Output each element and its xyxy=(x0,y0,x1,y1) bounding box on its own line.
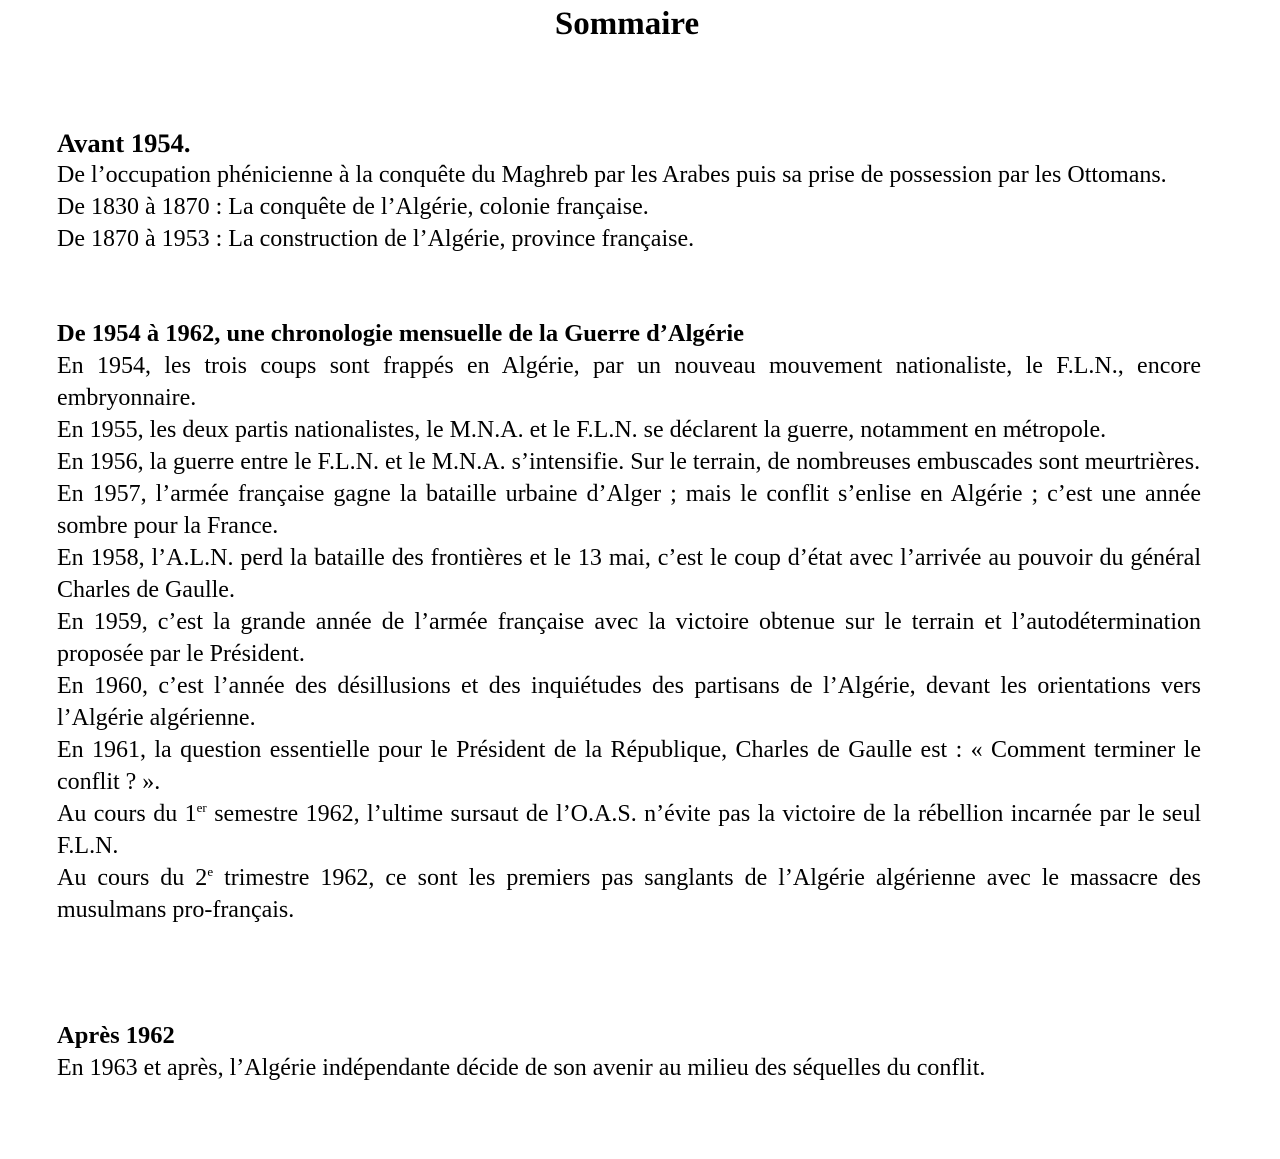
paragraph-text: semestre 1962, l’ultime sursaut de l’O.A.S. n’évite pas la victoire de la rébellion incarnée par le seul F.L.N. xyxy=(57,801,1201,859)
section-apres-1962 xyxy=(57,1020,1201,1084)
paragraph: En 1955, les deux partis nationalistes, le M.N.A. et le F.L.N. se déclarent la guerre, notamment en métropole. xyxy=(57,417,1107,443)
ordinal-superscript: e xyxy=(207,864,214,879)
page-title: Sommaire xyxy=(554,6,700,42)
paragraph: En 1959, c’est la grande année de l’armée française avec la victoire obtenue sur le terrain et l’autodétermination proposée par le Président. xyxy=(57,609,1201,667)
paragraph: En 1960, c’est l’année des désillusions et des inquiétudes des partisans de l’Algérie, devant les orientations vers l’Algérie algérienne. xyxy=(57,673,1201,731)
paragraph xyxy=(57,862,1201,926)
paragraph: De l’occupation phénicienne à la conquête du Maghreb par les Arabes puis sa prise de possession par les Ottomans. xyxy=(57,162,1167,188)
paragraph-text: Au cours du 1 xyxy=(57,801,197,827)
paragraph-text: trimestre 1962, ce sont les premiers pas sanglants de l’Algérie algérienne avec le massacre des musulmans pro-français. xyxy=(57,865,1201,923)
section-1954-1962 xyxy=(57,318,1201,926)
paragraph: En 1957, l’armée française gagne la bataille urbaine d’Alger ; mais le conflit s’enlise en Algérie ; c’est une année sombre pour la France. xyxy=(57,481,1201,539)
paragraph: En 1954, les trois coups sont frappés en Algérie, par un nouveau mouvement nationaliste, le F.L.N., encore embryonnaire. xyxy=(57,353,1201,411)
paragraph: De 1870 à 1953 : La construction de l’Algérie, province française. xyxy=(57,226,695,252)
section-heading: Après 1962 xyxy=(57,1022,175,1049)
ordinal-superscript: er xyxy=(196,800,207,815)
paragraph: De 1830 à 1870 : La conquête de l’Algérie, colonie française. xyxy=(57,194,649,220)
section-heading: De 1954 à 1962, une chronologie mensuelle de la Guerre d’Algérie xyxy=(57,320,745,347)
paragraph: En 1963 et après, l’Algérie indépendante décide de son avenir au milieu des séquelles du conflit. xyxy=(57,1055,986,1081)
section-avant-1954 xyxy=(57,127,1201,255)
paragraph-text: Au cours du 2 xyxy=(57,865,208,891)
paragraph: En 1961, la question essentielle pour le Président de la République, Charles de Gaulle est : « Comment terminer le conflit ? ». xyxy=(57,737,1201,795)
section-heading: Avant 1954. xyxy=(57,128,191,158)
paragraph: En 1958, l’A.L.N. perd la bataille des frontières et le 13 mai, c’est le coup d’état avec l’arrivée au pouvoir du général Charles de Gaulle. xyxy=(57,545,1201,603)
paragraph xyxy=(57,798,1201,862)
paragraph: En 1956, la guerre entre le F.L.N. et le M.N.A. s’intensifie. Sur le terrain, de nombreuses embuscades sont meurtrières. xyxy=(57,449,1201,475)
